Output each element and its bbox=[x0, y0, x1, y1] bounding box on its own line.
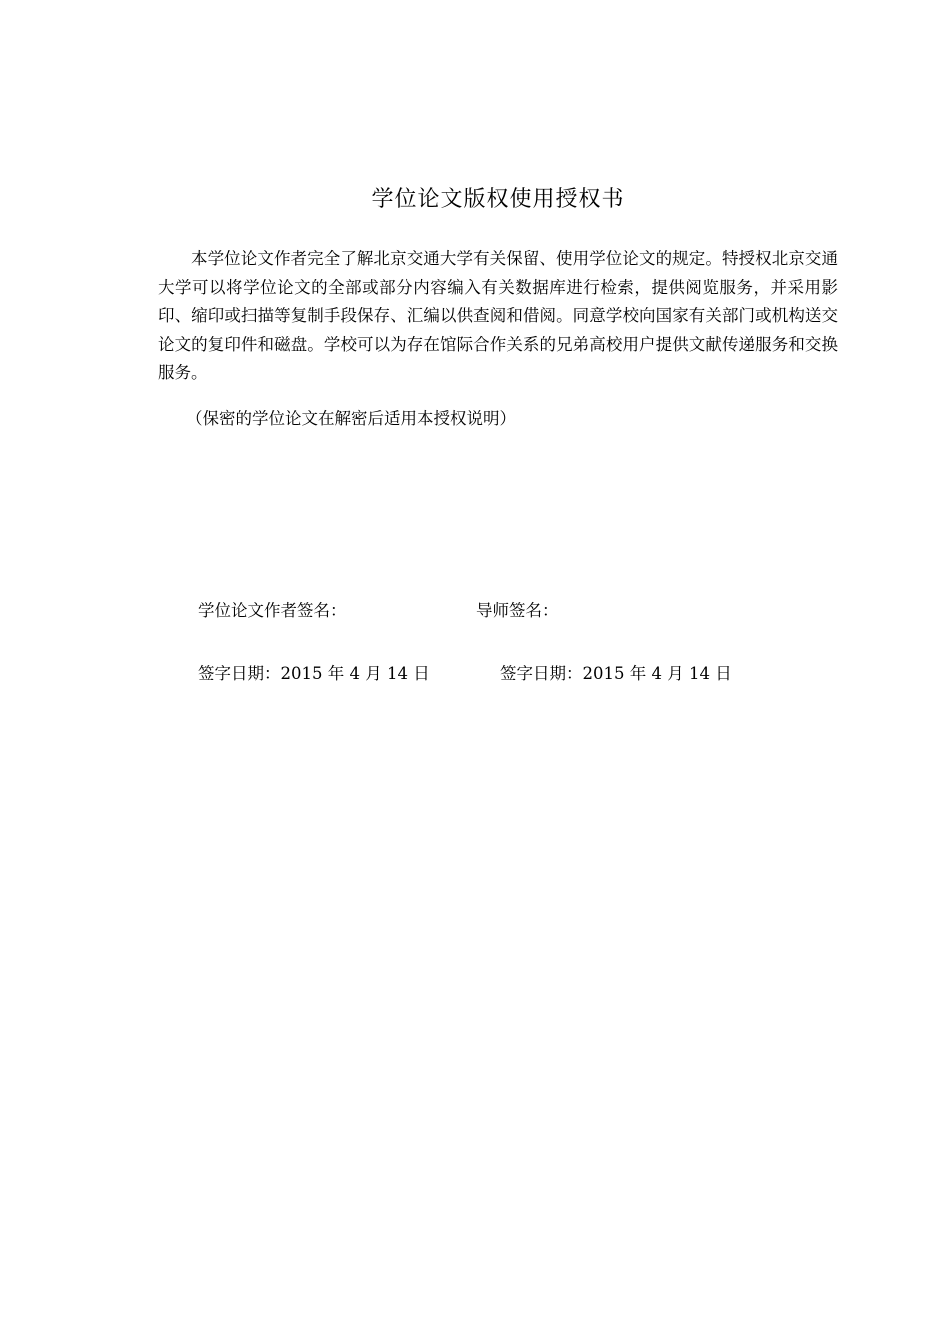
confidential-note: （保密的学位论文在解密后适用本授权说明） bbox=[186, 409, 516, 428]
author-signature-date: 签字日期：2015 年 4 月 14 日 bbox=[198, 664, 430, 683]
author-signature-label: 学位论文作者签名： bbox=[198, 601, 347, 620]
advisor-signature-date: 签字日期：2015 年 4 月 14 日 bbox=[500, 664, 732, 683]
authorization-paragraph: 本学位论文作者完全了解北京交通大学有关保留、使用学位论文的规定。特授权北京交通大学可以将学位论文的全部或部分内容编入有关数据库进行检索，提供阅览服务，并采用影印、缩印或扫描等复制手段保存、汇编以供查阅和借阅。同意学校向国家有关部门或机构送交论文的复印件和磁盘。学校可以为存在馆际合作关系的兄弟高校用户提供文献传递服务和交换服务。 bbox=[158, 249, 838, 382]
advisor-signature-label: 导师签名： bbox=[476, 601, 559, 620]
document-title: 学位论文版权使用授权书 bbox=[371, 187, 625, 212]
